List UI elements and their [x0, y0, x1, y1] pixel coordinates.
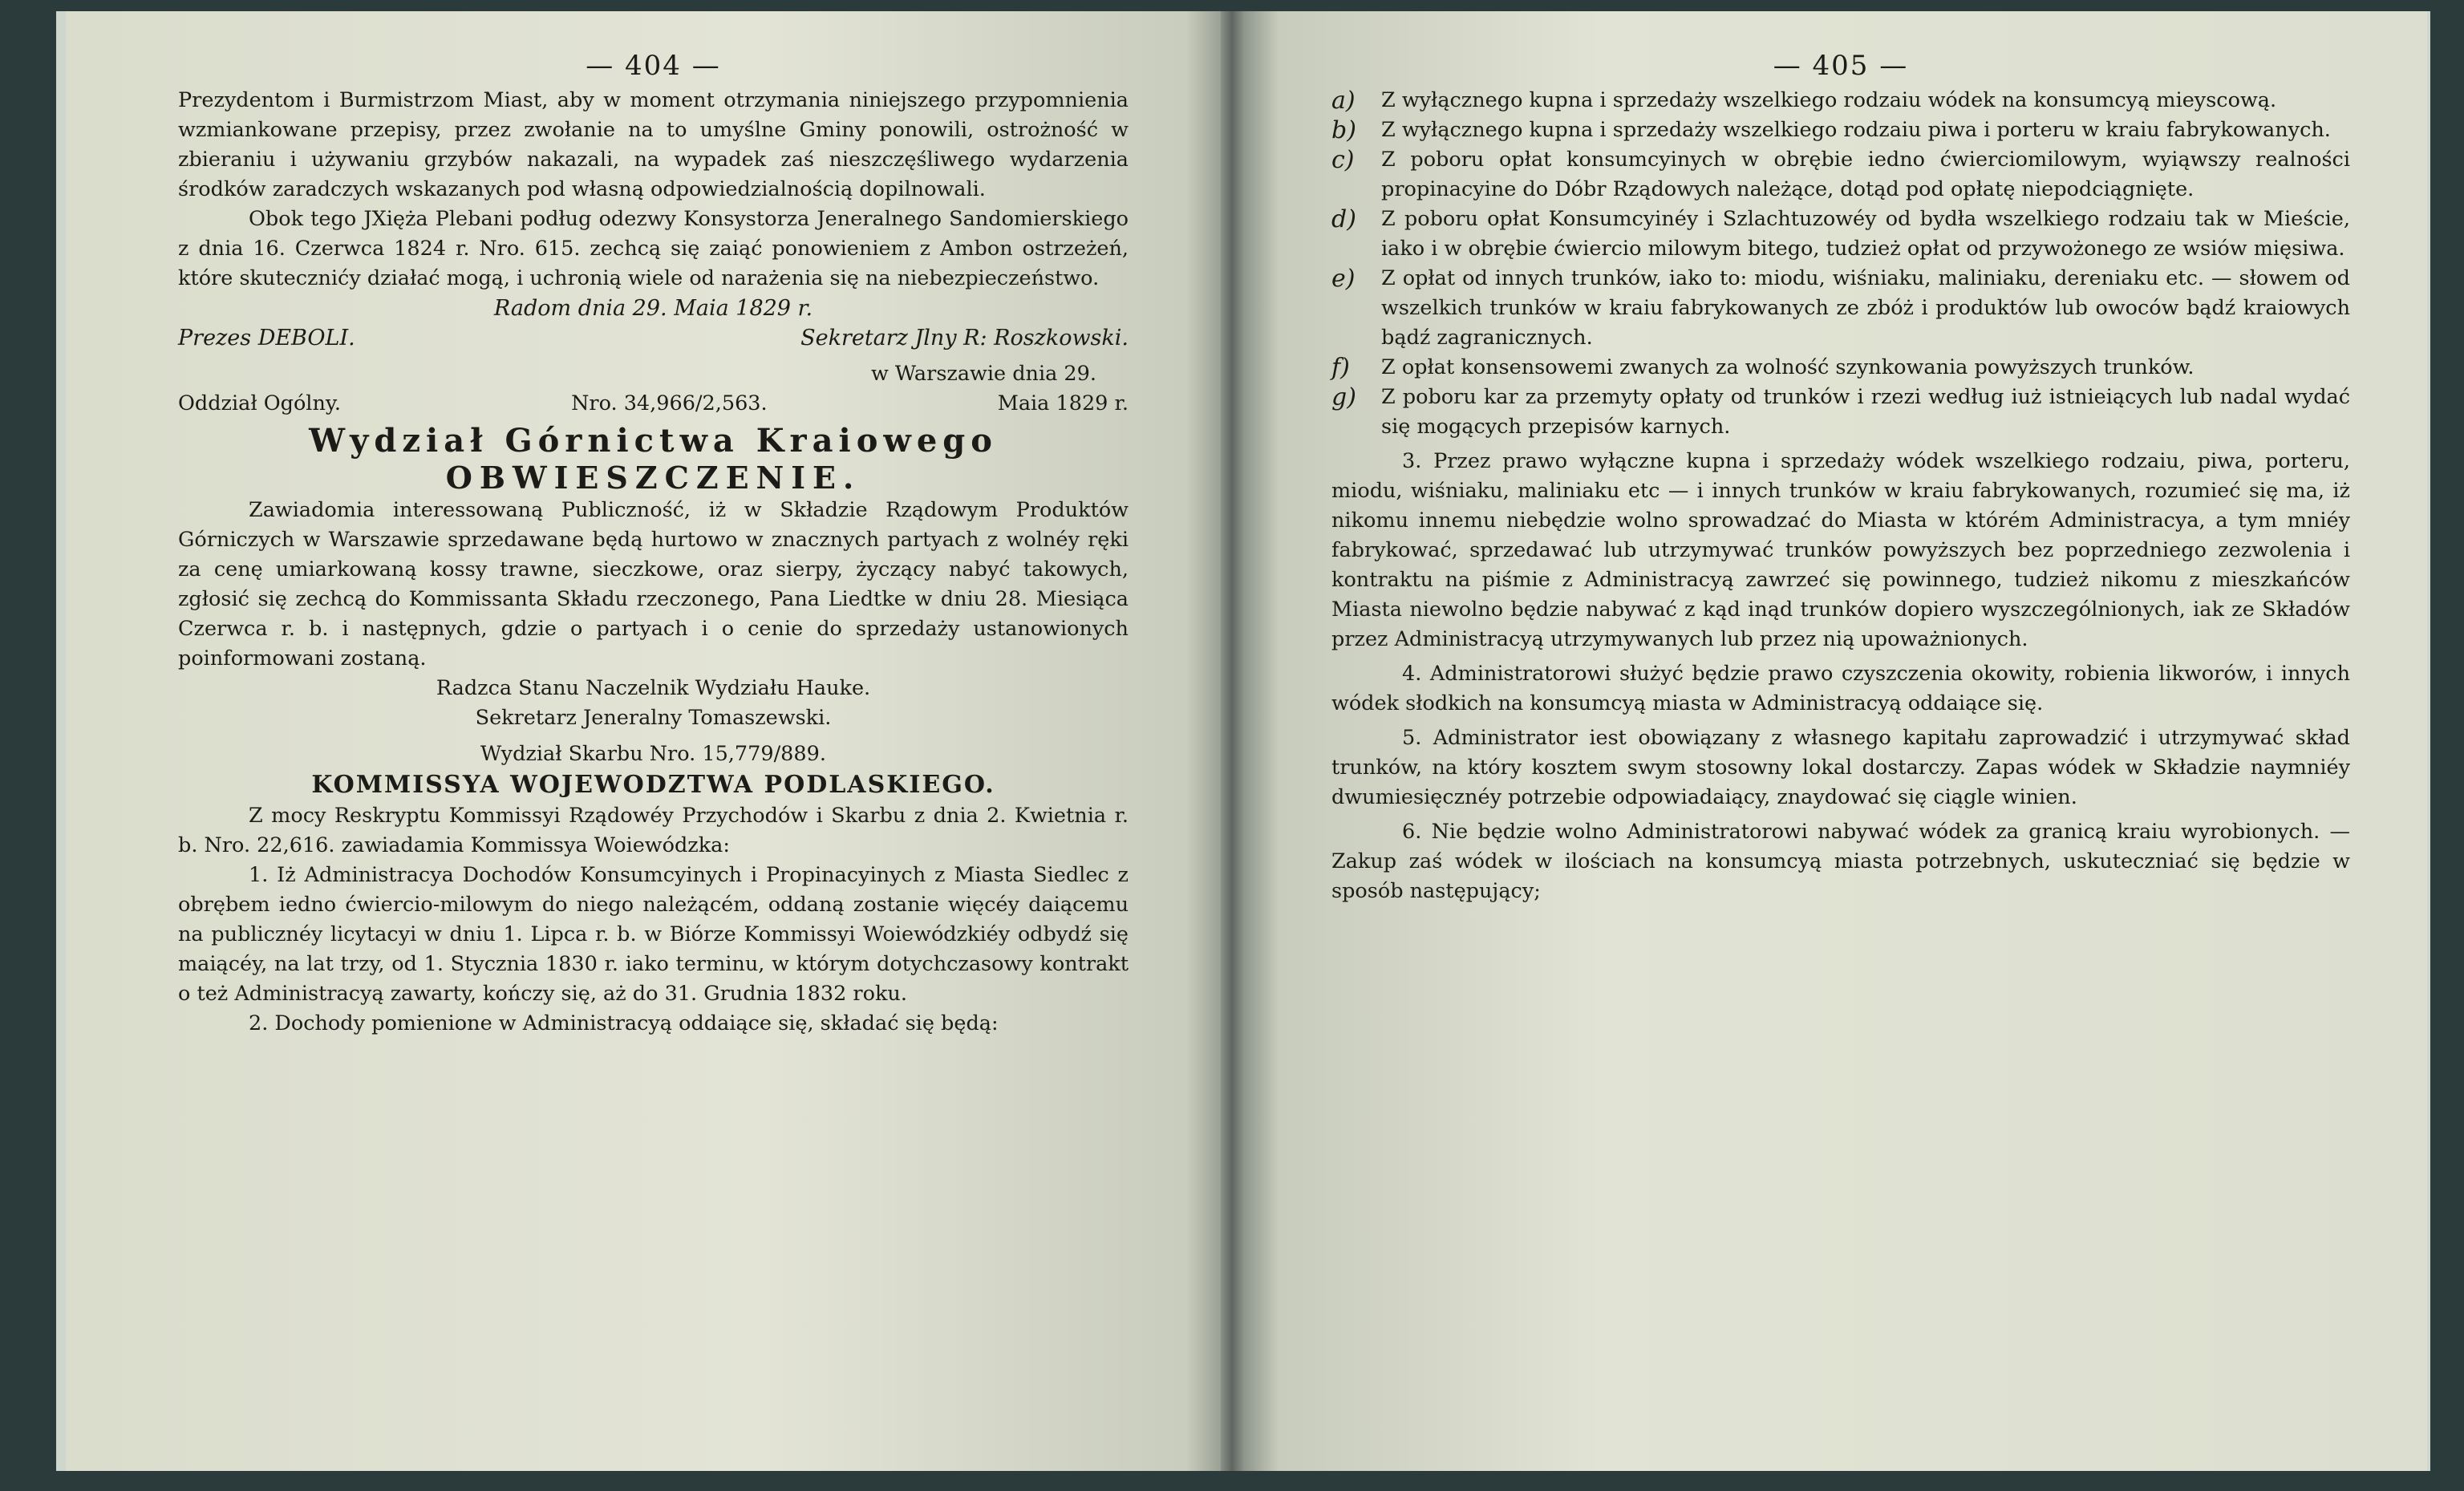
item-text: Z opłat konsensowemi zwanych za wolność szynkowania powyższych trunków. [1381, 355, 2194, 379]
date-line: Radom dnia 29. Maia 1829 r. [493, 296, 813, 321]
department: Oddział Ogólny. [178, 391, 342, 415]
item-text: Z poboru opłat konsumcyinych w obrębie iedno ćwierciomilowym, wyiąwszy realności propinacyine do Dóbr Rządowych należące, dotąd pod opłatę niepodciągnięte. [1381, 148, 2350, 201]
item-marker: g) [1331, 383, 1356, 411]
item-marker: e) [1331, 265, 1356, 293]
item-marker: f) [1331, 354, 1350, 382]
reference-row [178, 389, 1129, 419]
paragraph: 1. Iż Administracya Dochodów Konsumcyinych i Propinacyinych z Miasta Siedlec z obrębem iedno ćwiercio-milowym do niego należącém, oddaną zostanie więcéy daiącemu na publicznéy licytacyi w dniu 1. Lipca r. b. w Biórze Kommissyi Woiewódzkiéy odbydź się maiącéy, na lat trzy, od 1. Stycznia 1830 r. iako terminu, w którym dotychczasowy kontrakt o też Administracyą zawarty, kończy się, aż do 31. Grudnia 1832 roku. [178, 863, 1129, 1006]
section-heading: Wydział Górnictwa Kraiowego [309, 422, 998, 460]
page-number-404: — 404 — [586, 50, 721, 82]
list-item [1331, 86, 2350, 115]
signature-line: Sekretarz Jeneralny Tomaszewski. [475, 706, 832, 730]
book-spread [56, 11, 2430, 1471]
signature-secretary: Sekretarz Jlny R: Roszkowski. [800, 326, 1129, 350]
list-item [1331, 205, 2350, 264]
item-text: Z wyłącznego kupna i sprzedaży wszelkiego rodzaiu piwa i porteru w kraiu fabrykowanych. [1381, 118, 2331, 142]
item-marker: a) [1331, 87, 1356, 115]
right-page [1243, 11, 2427, 1471]
left-page [66, 11, 1221, 1471]
book-gutter [1221, 11, 1243, 1471]
paragraph: 6. Nie będzie wolno Administratorowi nabywać wódek za granicą kraiu wyrobionych. — Zakup zaś wódek w ilościach na konsumcyą miasta potrzebnych, uskuteczniać się będzie w sposób następujący; [1331, 820, 2350, 903]
list-item [1331, 383, 2350, 442]
paragraph: 3. Przez prawo wyłączne kupna i sprzedaży wódek wszelkiego rodzaiu, piwa, porteru, miodu, wiśniaku, maliniaku etc — i innych trunków w kraiu fabrykowanych, rozumieć się ma, iż nikomu innemu niebędzie wolno sprowadzać do Miasta w którém Administracya, a tym mniéy fabrykować, sprzedawać lub utrzymywać trunków powyższych bez poprzedniego zezwolenia i kontraktu na piśmie z Administracyą zawrzeć się powinnego, tudzież nikomu z mieszkańców Miasta niewolno będzie nabywać z kąd inąd trunków dopiero wyszczególnionych, iak ze Składów przez Administracyą utrzymywanych lub przez nią upoważnionych. [1331, 449, 2350, 651]
list-item [1331, 145, 2350, 205]
paragraph: Prezydentom i Burmistrzom Miast, aby w moment otrzymania niniejszego przypomnienia wzmiankowane przepisy, przez zwołanie na to umyślne Gminy ponowili, ostrożność w zbieraniu i używaniu grzybów nakazali, na wypadek zaś nieszczęśliwego wydarzenia środków zaradczych wskazanych pod własną odpowiedzialnością dopilnowali. [178, 88, 1129, 201]
reference-number: Nro. 34,966/2,563. [571, 391, 768, 415]
item-text: Z poboru kar za przemyty opłaty od trunków i rzezi według iuż istnieiących lub nadal wydać się mogących przepisów karnych. [1381, 385, 2350, 439]
item-marker: b) [1331, 116, 1356, 144]
item-marker: c) [1331, 146, 1355, 174]
item-text: Z wyłącznego kupna i sprzedaży wszelkiego rodzaiu wódek na konsumcyą mieyscową. [1381, 88, 2277, 112]
paragraph: Zawiadomia interessowaną Publiczność, iż w Składzie Rządowym Produktów Górniczych w Warszawie sprzedawane będą hurtowo w znacznych partyach z wolnéy ręki za cenę umiarkowaną kossy trawne, sieczkowe, oraz sierpy, życzący nabyć takowych, zgłosić się zechcą do Kommissanta Składu rzeczonego, Pana Liedtke w dniu 28. Miesiąca Czerwca r. b. i następnych, gdzie o partyach i o cenie do sprzedaży ustanowionych poinformowani zostaną. [178, 498, 1129, 671]
item-text: Z poboru opłat Konsumcyinéy i Szlachtuzowéy od bydła wszelkiego rodzaiu tak w Mieście, iako i w obrębie ćwiercio milowym bitego, tudzież opłat od przywożonego ze wsiów mięsiwa. [1381, 207, 2350, 261]
list-item [1331, 264, 2350, 353]
signature-line: Radzca Stanu Naczelnik Wydziału Hauke. [436, 676, 871, 700]
signature-row [178, 323, 1129, 353]
paragraph: 2. Dochody pomienione w Administracyą oddaiące się, składać się będą: [249, 1011, 999, 1035]
announcement-heading: OBWIESZCZENIE. [445, 460, 861, 496]
signature-president: Prezes DEBOLI. [178, 326, 355, 350]
place-date: w Warszawie dnia 29. [871, 362, 1096, 386]
list-item [1331, 115, 2350, 145]
reference-date: Maia 1829 r. [997, 391, 1129, 415]
list-item [1331, 353, 2350, 383]
reference-line: Wydział Skarbu Nro. 15,779/889. [480, 742, 826, 766]
paragraph: 4. Administratorowi służyć będzie prawo czyszczenia okowity, robienia likworów, i innych wódek słodkich na konsumcyą miasta w Administracyą oddaiące się. [1331, 662, 2350, 715]
page-number-405: — 405 — [1773, 50, 1909, 82]
right-page-text [1331, 51, 2350, 906]
item-text: Z opłat od innych trunków, iako to: miodu, wiśniaku, maliniaku, dereniaku etc. — słowem od wszelkich trunków w kraiu fabrykowanych ze zbóż i produktów lub owoców bądź kraiowych bądź zagranicznych. [1381, 266, 2350, 350]
paragraph: Obok tego JXięża Plebani podług odezwy Konsystorza Jeneralnego Sandomierskiego z dnia 16. Czerwca 1824 r. Nro. 615. zechcą się zaiąć ponowieniem z Ambon ostrzeżeń, które skutecznićy działać mogą, i uchronią wiele od narażenia się na niebezpieczeństwo. [178, 207, 1129, 290]
left-page-text [178, 51, 1129, 1039]
item-marker: d) [1331, 205, 1356, 233]
paragraph: Z mocy Reskryptu Kommissyi Rządowéy Przychodów i Skarbu z dnia 2. Kwietnia r. b. Nro. 22,616. zawiadamia Kommissya Woiewódzka: [178, 804, 1129, 857]
paragraph: 5. Administrator iest obowiązany z własnego kapitału zaprowadzić i utrzymywać skład trunków, na który kosztem swym stosowny lokal dostarczy. Zapas wódek w Składzie naymniéy dwumiesięcznéy potrzebie odpowiadaiący, znaydować się ciągle winien. [1331, 726, 2350, 809]
commission-heading: KOMMISSYA WOJEWODZTWA PODLASKIEGO. [311, 771, 995, 799]
